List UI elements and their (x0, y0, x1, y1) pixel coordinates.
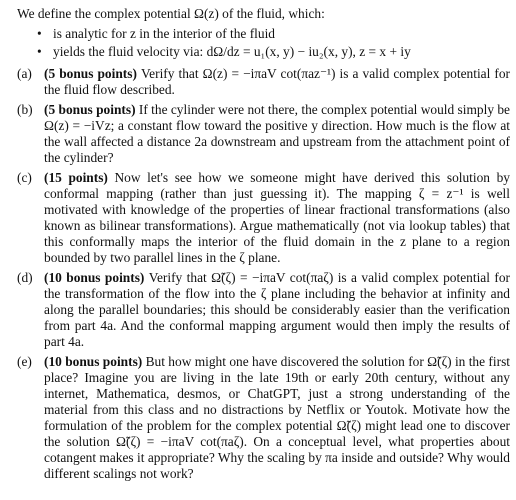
property-text: is analytic for z in the interior of the fluid (53, 26, 275, 41)
bullet-icon: • (37, 44, 42, 59)
bullet-icon: • (37, 26, 42, 41)
part-text: But how might one have discovered the solution for Ω̃(ζ) in the first place? Imagine you are living in the late 19th or early 20th century, without any internet, Mathematica, desmos, or ChatGPT, just a strong understanding of the material from this class and no distractions by Netflix or Youtok. Motivate how the formulation of the problem for the complex potential Ω̃(ζ) might lead one to discover the solution Ω̃(ζ) = −iπaV cot(πaζ). On a conceptual level, what properties about cotangent makes it appropriate? Why the scaling by πa inside and outside? Why would different scalings not work? (44, 354, 510, 481)
part-c (17, 170, 510, 266)
part-label: (d) (17, 270, 33, 285)
part-points: (10 bonus points) (44, 354, 146, 369)
property-list (17, 26, 510, 60)
part-a (17, 66, 510, 98)
part-label: (b) (17, 102, 33, 117)
property-item-analytic (17, 26, 510, 42)
part-label: (a) (17, 66, 32, 81)
part-label: (e) (17, 354, 32, 369)
part-points: (5 bonus points) (44, 66, 141, 81)
property-item-velocity (17, 44, 510, 60)
property-text: yields the fluid velocity via: dΩ/dz = u₁(x, y) − iu₂(x, y), z = x + iy (53, 44, 411, 59)
part-b (17, 102, 510, 166)
part-text: Verify that Ω(z) = −iπaV cot(πaz⁻¹) is a valid complex potential for the fluid flow described. (44, 66, 511, 97)
part-label: (c) (17, 170, 32, 185)
intro-text: We define the complex potential Ω(z) of the fluid, which: (17, 6, 325, 21)
part-points: (5 bonus points) (44, 102, 139, 117)
part-text: Verify that Ω̃(ζ) = −iπaV cot(πaζ) is a valid complex potential for the transformation of the flow into the ζ plane including the behavior at infinity and along the parallel boundaries; this should be considerably easier than the verification from part 4a. And the conformal mapping argument would then imply the results of part 4a. (44, 270, 510, 349)
part-e (17, 354, 510, 482)
part-text: Now let's see how we someone might have derived this solution by conformal mapping (rather than just guessing it). The mapping ζ = z⁻¹ is well motivated with knowledge of the properties of linear fractional transformations (also known as bilinear transformations). Argue mathematically (not via lookup tables) that this conformally maps the interior of the fluid domain in the z plane to a region bounded by two parallel lines in the ζ plane. (44, 170, 510, 265)
part-d (17, 270, 510, 350)
part-points: (15 points) (44, 170, 115, 185)
part-text: If the cylinder were not there, the complex potential would simply be Ω(z) = −iVz; a constant flow toward the positive y direction. How much is the flow at the wall affected a distance 2a downstream and upstream from the attachment point of the cylinder? (44, 102, 510, 165)
part-points: (10 bonus points) (44, 270, 149, 285)
